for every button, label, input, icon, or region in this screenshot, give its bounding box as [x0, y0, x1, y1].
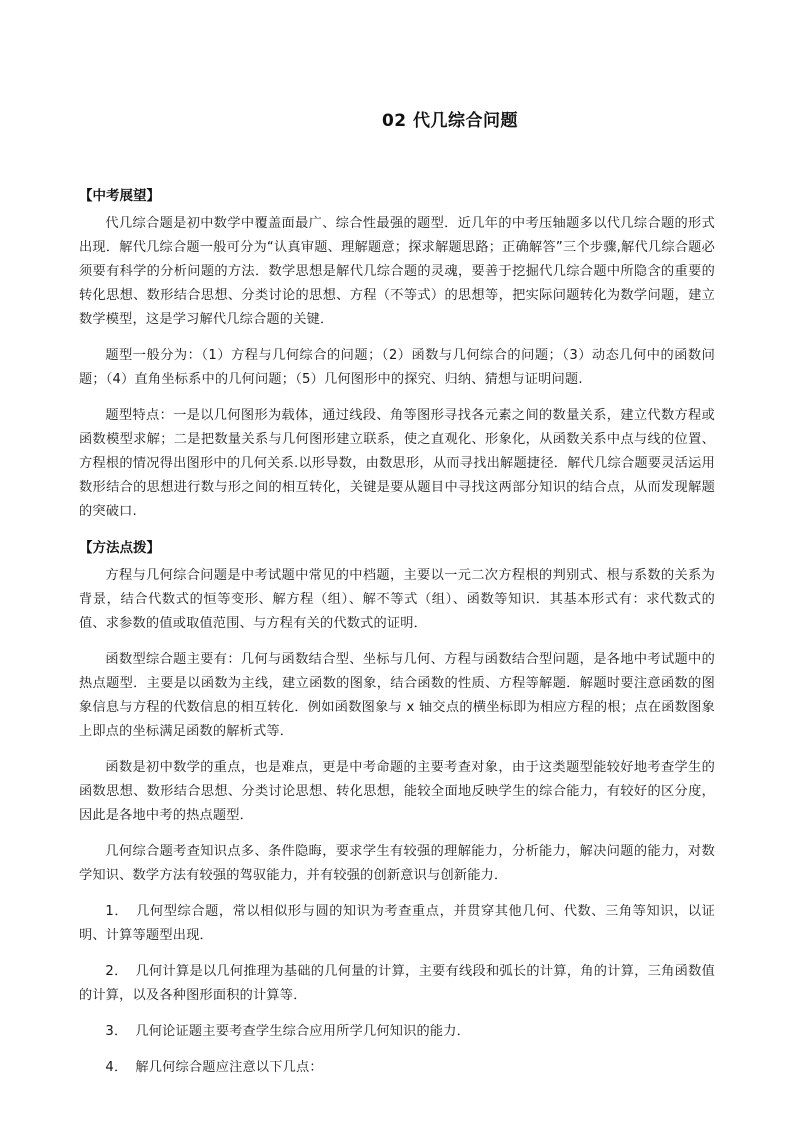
paragraph: 函数是初中数学的重点，也是难点，更是中考命题的主要考查对象，由于这类题型能较好地考查学生的函数思想、数形结合思想、分类讨论思想、转化思想，能较全面地反映学生的综合能力，有较好的区分度，因此是各地中考的热点题型．: [79, 760, 715, 823]
numbered-item: [79, 1020, 715, 1044]
item-number: 1．: [105, 904, 129, 919]
item-number: 2．: [105, 964, 128, 979]
numbered-item: [79, 1056, 715, 1080]
section-heading-methods: 【方法点拨】: [79, 540, 160, 556]
paragraph: 题型一般分为：（1）方程与几何综合的问题；（2）函数与几何综合的问题；（3）动态几何中的函数问题；（4）直角坐标系中的几何问题；（5）几何图形中的探究、归纳、猜想与证明问题.: [79, 348, 715, 387]
paragraph: 几何综合题考查知识点多、条件隐晦，要求学生有较强的理解能力，分析能力，解决问题的能力，对数学知识、数学方法有较强的驾驭能力，并有较强的创新意识与创新能力．: [79, 844, 715, 883]
paragraph: 代几综合题是初中数学中覆盖面最广、综合性最强的题型．近几年的中考压轴题多以代几综合题的形式出现．解代几综合题一般可分为“认真审题、理解题意；探求解题思路；正确解答”三个步骤,解代几综合题必须要有科学的分析问题的方法．数学思想是解代几综合题的灵魂，要善于挖掘代几综合题中所隐含的重要的转化思想、数形结合思想、分类讨论的思想、方程（不等式）的思想等，把实际问题转化为数学问题，建立数学模型，这是学习解代几综合题的关键．: [79, 216, 715, 327]
numbered-item: [79, 900, 715, 948]
page-title: 02 代几综合问题: [381, 111, 519, 131]
item-text: 几何论证题主要考查学生综合应用所学几何知识的能力．: [135, 1024, 471, 1039]
item-text: 几何计算是以几何推理为基础的几何量的计算，主要有线段和弧长的计算，角的计算，三角函数值的计算，以及各种图形面积的计算等．: [79, 964, 715, 1003]
paragraph: 方程与几何综合问题是中考试题中常见的中档题，主要以一元二次方程根的判别式、根与系数的关系为背景，结合代数式的恒等变形、解方程（组）、解不等式（组）、函数等知识．其基本形式有：求代数式的值、求参数的值或取值范围、与方程有关的代数式的证明．: [79, 568, 715, 631]
section-heading-outlook: 【中考展望】: [79, 188, 160, 204]
item-number: 4．: [105, 1060, 128, 1075]
item-number: 3．: [105, 1024, 128, 1039]
document-body: [79, 184, 715, 1092]
item-text: 解几何综合题应注意以下几点：: [135, 1060, 323, 1075]
numbered-item: [79, 960, 715, 1008]
paragraph: 题型特点：一是以几何图形为载体，通过线段、角等图形寻找各元素之间的数量关系，建立代数方程或函数模型求解；二是把数量关系与几何图形建立联系，使之直观化、形象化，从函数关系中点与线的位置、方程根的情况得出图形中的几何关系.以形导数，由数思形，从而寻找出解题捷径．解代几综合题要灵活运用数形结合的思想进行数与形之间的相互转化，关键是要从题目中寻找这两部分知识的结合点，从而发现解题的突破口.: [79, 408, 715, 519]
item-text: 几何型综合题，常以相似形与圆的知识为考查重点，并贯穿其他几何、代数、三角等知识，以证明、计算等题型出现．: [79, 904, 715, 943]
paragraph: 函数型综合题主要有：几何与函数结合型、坐标与几何、方程与函数结合型问题，是各地中考试题中的热点题型．主要是以函数为主线，建立函数的图象，结合函数的性质、方程等解题．解题时要注意函数的图象信息与方程的代数信息的相互转化．例如函数图象与 x 轴交点的横坐标即为相应方程的根；点在函数图象上即点的坐标满足函数的解析式等．: [79, 652, 715, 739]
